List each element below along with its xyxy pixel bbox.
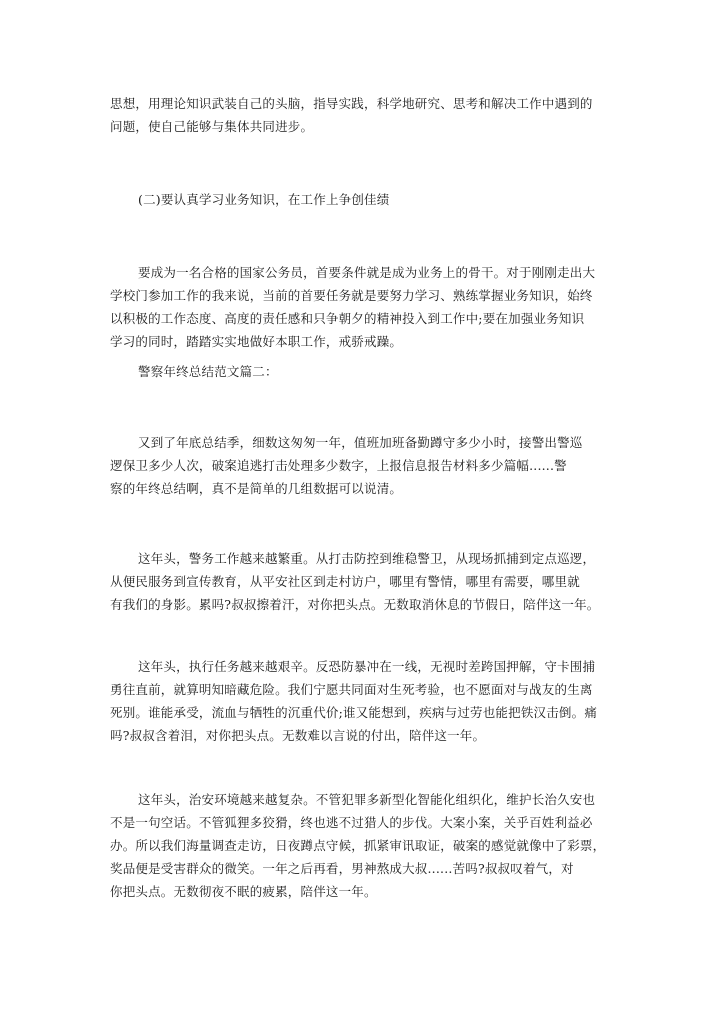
text-line: (二)要认真学习业务知识，在工作上争创佳绩 <box>138 192 390 207</box>
text-line: 这年头，治安环境越来越复杂。不管犯罪多新型化智能化组织化，维护长治久安也 <box>138 792 596 807</box>
text-line: 这年头，警务工作越来越繁重。从打击防控到维稳警卫，从现场抓捕到定点巡逻， <box>138 551 596 566</box>
text-line: 学校门参加工作的我来说，当前的首要任务就是要努力学习、熟练掌握业务知识，始终 <box>110 288 593 303</box>
text-line: 死别。谁能承受，流血与牺牲的沉重代价;谁又能想到，疾病与过劳也能把铁汉击倒。痛 <box>110 705 598 720</box>
text-line: 逻保卫多少人次，破案追逃打击处理多少数字，上报信息报告材料多少篇幅......警 <box>110 458 567 473</box>
text-line: 要成为一名合格的国家公务员，首要条件就是成为业务上的骨干。对于刚刚走出大 <box>138 265 596 280</box>
text-line: 奖品便是受害群众的微笑。一年之后再看，男神熬成大叔......苦吗?叔叔叹着气，对 <box>110 861 574 876</box>
article-heading <box>110 360 616 383</box>
paragraph-hard-tasks <box>110 655 616 747</box>
section-heading <box>110 188 616 211</box>
text-line: 思想，用理论知识武装自己的头脑，指导实践，科学地研究、思考和解决工作中遇到的 <box>110 96 593 111</box>
text-line: 问题，使自己能够与集体共同进步。 <box>110 119 314 134</box>
text-line: 你把头点。无数彻夜不眠的疲累，陪伴这一年。 <box>110 884 377 899</box>
text-line: 不是一句空话。不管狐狸多狡猾，终也逃不过猎人的步伐。大案小案，关乎百姓利益必 <box>110 815 593 830</box>
text-line: 以积极的工作态度、高度的责任感和只争朝夕的精神投入到工作中;要在加强业务知识 <box>110 311 585 326</box>
text-line: 勇往直前，就算明知暗藏危险。我们宁愿共同面对生死考验，也不愿面对与战友的生离 <box>110 682 593 697</box>
text-line: 从便民服务到宣传教育，从平安社区到走村访户，哪里有警情，哪里有需要，哪里就 <box>110 574 580 589</box>
text-line: 又到了年底总结季，细数这匆匆一年，值班加班备勤蹲守多少小时，接警出警巡 <box>138 435 583 450</box>
paragraph-continuation <box>110 92 616 138</box>
text-line: 有我们的身影。累吗?叔叔擦着汗，对你把头点。无数取消休息的节假日，陪伴这一年。 <box>110 597 600 612</box>
paragraph-heavy-work <box>110 547 616 616</box>
text-line: 吗?叔叔含着泪，对你把头点。无数难以言说的付出，陪伴这一年。 <box>110 728 486 743</box>
text-line: 察的年终总结啊，真不是简单的几组数据可以说清。 <box>110 481 403 496</box>
text-line: 办。所以我们海量调查走访，日夜蹲点守候，抓紧审讯取证，破案的感觉就像中了彩票， <box>110 838 606 853</box>
text-line: 警察年终总结范文篇二： <box>138 364 278 379</box>
text-line: 学习的同时，踏踏实实地做好本职工作，戒骄戒躁。 <box>110 334 403 349</box>
paragraph-year-end <box>110 431 616 500</box>
text-line: 这年头，执行任务越来越艰辛。反恐防暴冲在一线，无视时差跨国押解，守卡围捕 <box>138 659 596 674</box>
paragraph-business-knowledge <box>110 261 616 353</box>
paragraph-complex-security <box>110 788 616 903</box>
